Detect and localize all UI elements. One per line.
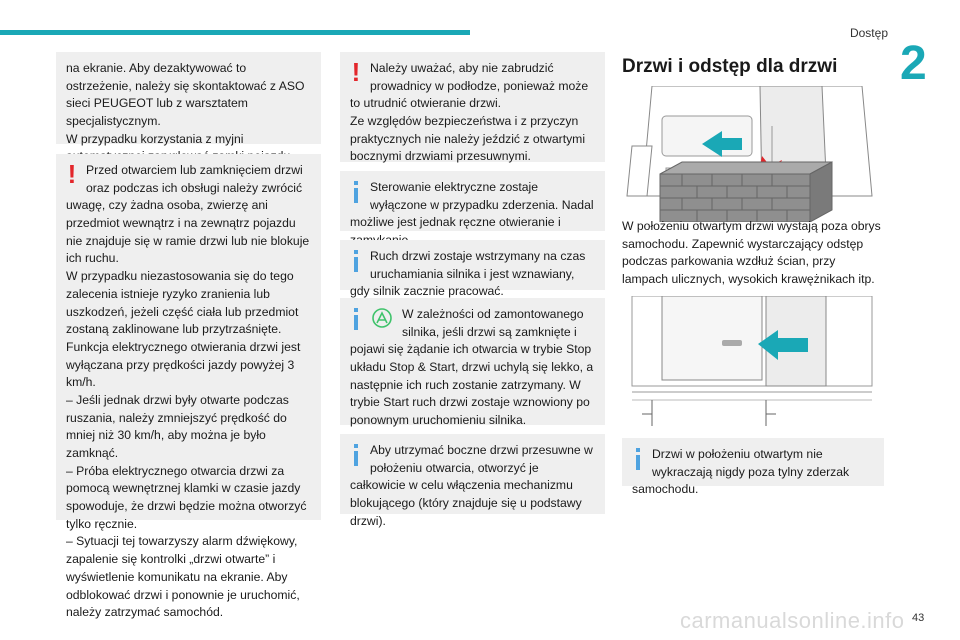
info-icon [350,444,362,466]
page-number: 43 [912,612,925,624]
exclamation-icon: ! [351,57,361,87]
watermark: carmanualsonline.info [680,608,905,633]
door-clearance-illustration-side [622,296,884,426]
info-box-collision [340,171,605,231]
warning-text: Należy uważać, aby nie zabrudzić prowadnicy w podłodze, ponieważ może to utrudnić otwieranie drzwi. Ze względów bezpieczeństwa i z przyczyn praktycznych nie należy jeździć z otwartymi bocznymi drzwiami przesuwnymi. [350,61,589,164]
door-clearance-text: W położeniu otwartym drzwi wystają poza obrys samochodu. Zapewnić wystarczający odstęp podczas parkowania wzdłuż ścian, przy lampach ulicznych, wysokich krawężnikach itp. [622,219,881,287]
section-heading: Drzwi i odstęp dla drzwi [622,56,838,77]
section-title: Dostęp [849,26,888,40]
info-text: Aby utrzymać boczne drzwi przesuwne w położeniu otwarcia, otworzyć je całkowicie w celu włączenia mechanizmu blokującego (który znajduje się u podstawy drzwi). [350,443,593,528]
info-text: W zależności od zamontowanego silnika, jeśli drzwi są zamknięte i pojawi się żądanie ich otwarcia w trybie Stop układu Stop & Start, drzwi uchylą się lekko, a następnie ich ruch zostanie zatrzymany. W trybie Start ruch drzwi zostaje wznowiony po ponownym uruchomieniu silnika. [350,307,594,428]
info-box-stop-start [340,298,605,428]
warning-text: Przed otwarciem lub zamknięciem drzwi oraz podczas ich obsługi należy zwrócić uwagę, czy żadna osoba, zwierzę ani przedmiot wewnątrz i na zewnątrz pojazdu nie znajduje się w ramie drzwi lub nie blokuje ich ruchu. W przypadku niezastosowania się do tego zalecenia istnieje ryzyko zranienia lub uszkodzeń, jeżeli część ciała lub przedmiot zostaną zaklinowane lub przytrzaśnięte. Funkcja elektrycznego otwierania drzwi jest wyłączana przy prędkości jazdy powyżej 3 km/h. – Jeśli jednak drzwi były otwarte podczas ruszania, należy zmniejszyć prędkość do mniej niż 30 km/h, aby można je było zamknąć. – Próba elektrycznego otwarcia drzwi za pomocą wewnętrznej klamki w czasie jazdy spowoduje, że drzwi będzie można otworzyć tylko ręcznie. – Sytuacji tej towarzyszy alarm dźwiękowy, zapalenie się kontrolki „drzwi otwarte” i wyświetlenie komunikatu na ekranie. Aby odblokować drzwi i ponownie je uruchomić, należy zatrzymać samochód. [66,163,310,620]
info-icon [350,181,362,203]
info-icon [350,250,362,272]
info-text: Ruch drzwi zostaje wstrzymany na czas uruchamiania silnika i jest wznawiany, gdy silnik zacznie pracować. [350,249,586,299]
chapter-number: 2 [900,37,927,90]
note-box-continued [56,52,321,144]
stop-start-icon [370,308,394,330]
info-box-locking [340,434,605,528]
info-text: Sterowanie elektryczne zostaje wyłączone w przypadku zderzenia. Nadal możliwe jest jednak ręczne otwieranie i [350,180,594,230]
warning-box-guide-rail [340,52,605,162]
exclamation-icon: ! [67,159,77,189]
info-box-engine-start [340,240,605,299]
info-box-door-bumper [622,438,884,497]
top-accent-bar [0,30,470,35]
info-icon [632,448,644,470]
note-text: na ekranie. Aby dezaktywować to ostrzeżenie, należy się skontaktować z ASO sieci PEUGEOT lub z warsztatem specjalistycznym. W przypadku korzystania z myjni [66,61,305,146]
door-clearance-illustration-rear [622,86,884,222]
info-text: Drzwi w położeniu otwartym nie wykraczają nigdy poza tylny zderzak samochodu. [632,447,850,497]
warning-box-door-safety [56,154,321,620]
info-icon [350,308,362,330]
